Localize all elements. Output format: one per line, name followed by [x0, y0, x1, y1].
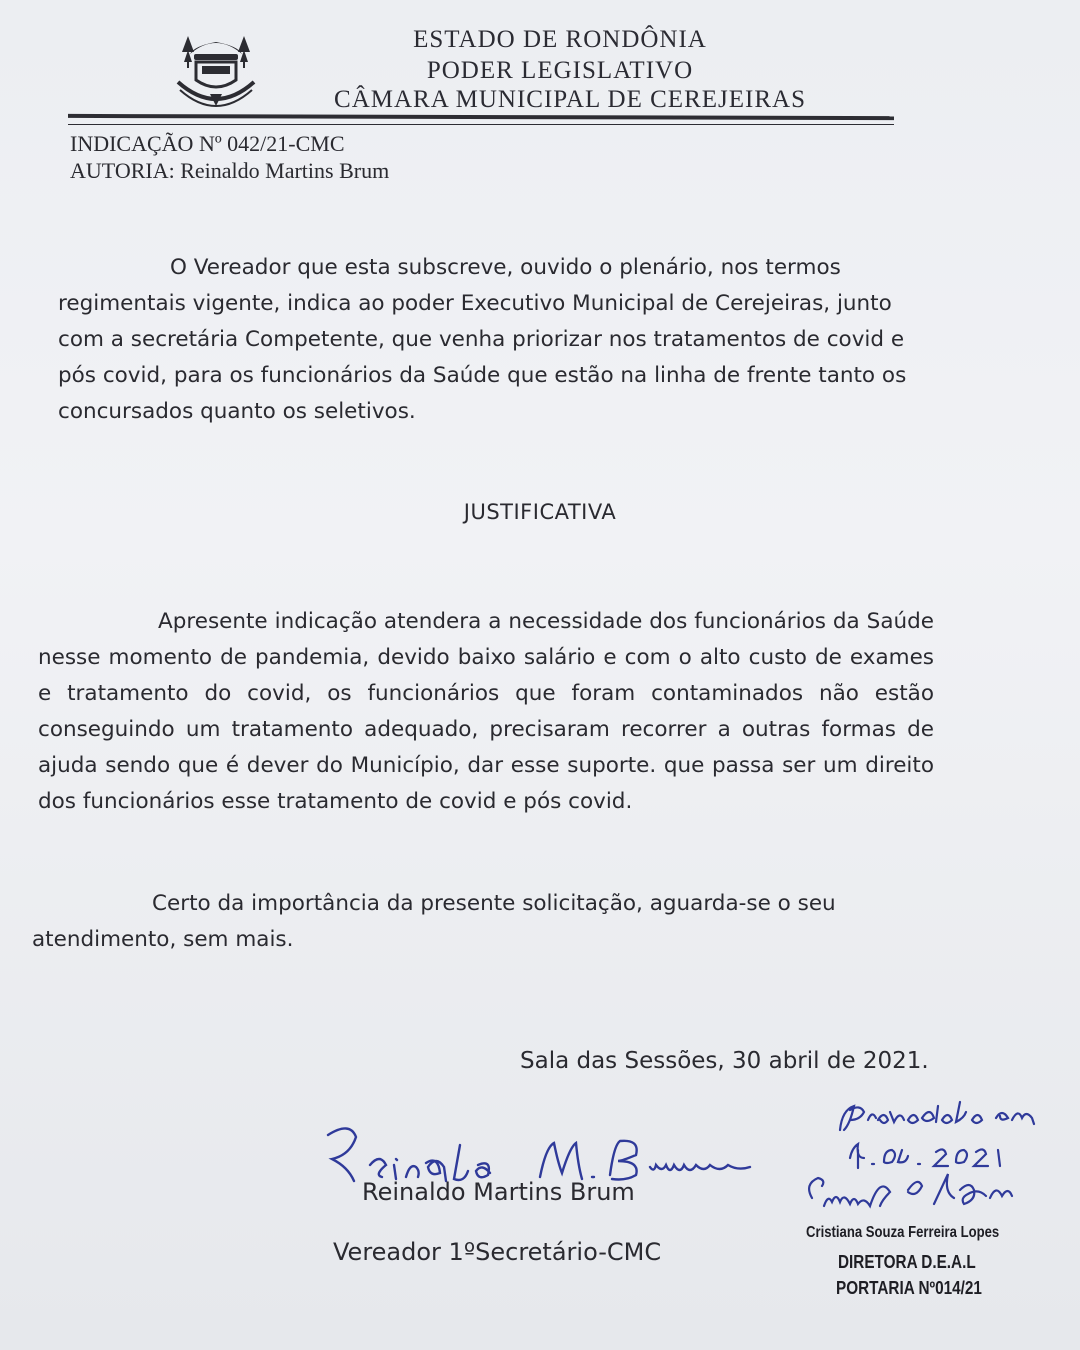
body-paragraph-3	[32, 886, 942, 958]
municipal-crest-icon	[168, 24, 264, 120]
section-title-justificativa: JUSTIFICATIVA	[463, 500, 617, 524]
stamp-portaria: PORTARIA Nº014/21	[836, 1278, 982, 1298]
autoria-line: AUTORIA: Reinaldo Martins Brum	[70, 158, 390, 183]
signer-name: Reinaldo Martins Brum	[362, 1178, 635, 1206]
body-paragraph-1	[58, 250, 918, 430]
stamp-title: DIRETORA D.E.A.L	[838, 1252, 976, 1272]
date-place-line: Sala das Sessões, 30 abril de 2021.	[520, 1048, 929, 1074]
header-divider-thin	[68, 124, 894, 125]
signer-role: Vereador 1ºSecretário-CMC	[333, 1238, 662, 1266]
paragraph-1-text: O Vereador que esta subscreve, ouvido o plenário, nos termos regimentais vigente, indica ao poder Executivo Municipal de Cerejeiras, junto com a secretária Competente, que venha priorizar nos tratamentos de covid e pós covid, para os funcionários da Saúde que estão na linha de frente tanto os concursados quanto os seletivos.	[58, 255, 907, 424]
stamp-name: Cristiana Souza Ferreira Lopes	[806, 1224, 1000, 1241]
indicacao-number: INDICAÇÃO Nº 042/21-CMC	[70, 131, 345, 156]
header-state: ESTADO DE RONDÔNIA	[413, 26, 707, 53]
paragraph-3-text: Certo da importância da presente solicitação, aguarda-se o seu atendimento, sem mais.	[32, 891, 836, 952]
body-paragraph-2	[38, 604, 934, 820]
paragraph-2-text: Apresente indicação atendera a necessidade dos funcionários da Saúde nesse momento de pandemia, devido baixo salário e com o alto custo de exames e tratamento do covid, os funcionários que foram contaminados não estão conseguindo um tratamento adequado, precisaram recorrer a outras formas de ajuda sendo que é dever do Município, dar esse suporte. que passa ser um direito dos funcionários esse tratamento de covid e pós covid.	[38, 609, 934, 814]
header-power: PODER LEGISLATIVO	[426, 57, 694, 84]
header-chamber: CÂMARA MUNICIPAL DE CEREJEIRAS	[334, 86, 806, 113]
